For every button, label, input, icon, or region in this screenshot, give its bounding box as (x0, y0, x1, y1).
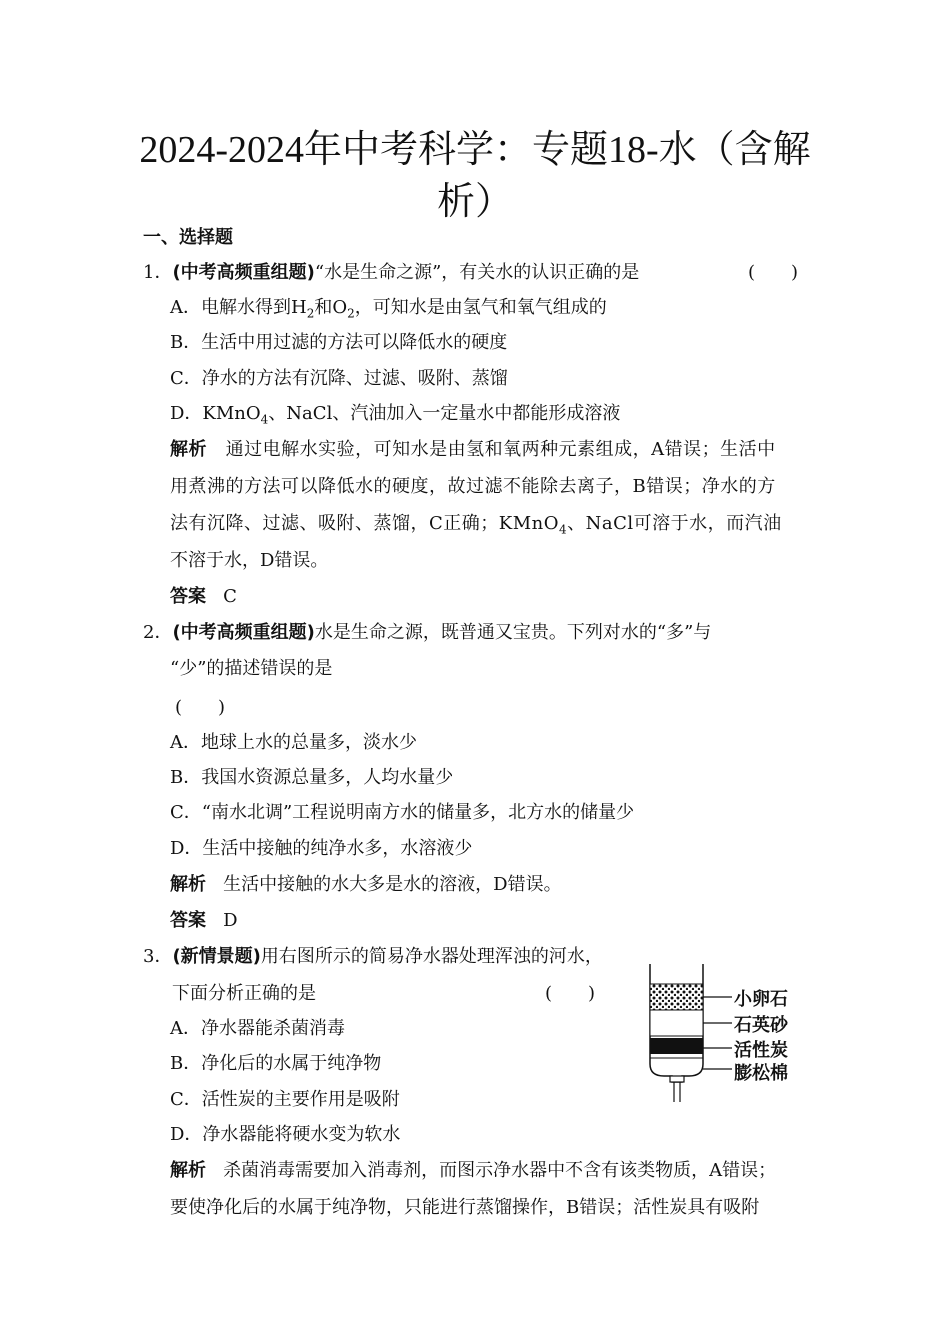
q3-stem-line-1 (143, 945, 603, 969)
q2-stem-text-1: 水是生命之源，既普通又宝贵。下列对水的“多”与 (314, 622, 712, 643)
title-line-2: 析） (436, 181, 513, 223)
label-pebble: 小卵石 (734, 989, 788, 1010)
q3-stem-line-2: 下面分析正确的是 (172, 983, 316, 1004)
q1-option-d-post: 、NaCl、汽油加入一定量水中都能形成溶液 (268, 403, 621, 424)
q3-analysis-line-1 (170, 1159, 776, 1183)
q2-number: 2． (143, 622, 173, 643)
q2-option-c: C．“南水北调”工程说明南方水的储量多，北方水的储量少 (170, 802, 635, 823)
q1-stem-text: “水是生命之源”，有关水的认识正确的是 (314, 262, 640, 283)
q1-option-b: B．生活中用过滤的方法可以降低水的硬度 (170, 332, 508, 353)
sand-layer (650, 1010, 703, 1036)
q1-option-a-sub1: 2 (306, 306, 315, 321)
q1-analysis-sub: 4 (559, 522, 568, 537)
q3-number: 3． (143, 946, 173, 967)
q1-answer-label: 答案 (170, 586, 206, 607)
q1-answer (170, 585, 237, 609)
page-title (120, 124, 830, 228)
q1-option-c: C．净水的方法有沉降、过滤、吸附、蒸馏 (170, 368, 508, 389)
carbon-layer (650, 1038, 703, 1054)
water-filter-figure (628, 960, 828, 1110)
filter-nozzle (670, 1076, 684, 1082)
q1-option-a (170, 296, 607, 326)
label-carbon: 活性炭 (734, 1040, 788, 1061)
pebble-layer (650, 984, 703, 1010)
q3-answer-paren: ( ) (545, 983, 596, 1004)
q1-option-d (170, 402, 620, 432)
q2-answer-paren: ( ) (175, 697, 226, 718)
q2-option-b: B．我国水资源总量多，人均水量少 (170, 767, 454, 788)
q1-analysis-text-3b: 、NaCl可溶于水，而汽油 (567, 513, 782, 534)
q2-analysis-label: 解析 (170, 874, 206, 895)
q3-option-c: C．活性炭的主要作用是吸附 (170, 1089, 400, 1110)
q3-option-d: D．净水器能将硬水变为软水 (170, 1124, 401, 1145)
q2-answer-label: 答案 (170, 910, 206, 931)
q3-option-a: A．净水器能杀菌消毒 (170, 1018, 345, 1039)
q3-stem-text-1: 用右图所示的简易净水器处理浑浊的河水， (260, 946, 603, 967)
q3-option-b: B．净化后的水属于纯净物 (170, 1053, 382, 1074)
q1-stem (143, 261, 639, 285)
q1-option-a-sub2: 2 (347, 306, 355, 321)
q3-analysis-line-2: 要使净化后的水属于纯净物，只能进行蒸馏操作，B错误；活性炭具有吸附 (170, 1197, 760, 1218)
q1-analysis-line-3 (170, 512, 782, 542)
q2-option-a: A．地球上水的总量多，淡水少 (170, 732, 417, 753)
label-sand: 石英砂 (734, 1015, 788, 1036)
q1-option-d-text: D．KMnO (170, 403, 261, 424)
q1-analysis-text-3: 法有沉降、过滤、吸附、蒸馏，C正确；KMnO (170, 513, 559, 534)
title-line-1: 2024-2024年中考科学：专题18-水（含解 (139, 129, 811, 171)
q1-option-a-mid: 和O (314, 297, 348, 318)
q1-analysis-line-4: 不溶于水，D错误。 (170, 550, 329, 571)
q2-tag: (中考高频重组题) (172, 622, 315, 643)
label-cotton: 膨松棉 (734, 1063, 788, 1084)
q2-answer-value: D (223, 910, 238, 931)
q2-answer (170, 909, 238, 933)
q3-analysis-label: 解析 (170, 1160, 206, 1181)
q1-number: 1． (143, 262, 173, 283)
q1-answer-value: C (223, 586, 237, 607)
q1-analysis-label: 解析 (170, 439, 207, 460)
q2-option-d: D．生活中接触的纯净水多，水溶液少 (170, 838, 473, 859)
section-heading: 一、选择题 (143, 227, 233, 248)
q1-analysis-line-2: 用煮沸的方法可以降低水的硬度，故过滤不能除去离子，B错误；净水的方 (170, 476, 776, 497)
q1-option-a-text: A．电解水得到H (170, 297, 307, 318)
q1-option-d-sub: 4 (260, 412, 269, 427)
q1-analysis-text-1: 通过电解水实验，可知水是由氢和氧两种元素组成，A错误；生活中 (225, 439, 776, 460)
q2-stem-line-1 (143, 621, 711, 645)
q3-tag: (新情景题) (172, 946, 261, 967)
q2-analysis-text: 生活中接触的水大多是水的溶液，D错误。 (223, 874, 562, 895)
q3-analysis-text-1: 杀菌消毒需要加入消毒剂，而图示净水器中不含有该类物质，A错误； (223, 1160, 777, 1181)
q1-answer-paren: ( ) (748, 262, 799, 283)
q2-analysis (170, 873, 562, 897)
water-filter-diagram (628, 960, 828, 1110)
q1-tag: (中考高频重组题) (172, 262, 315, 283)
q1-option-a-post: ，可知水是由氢气和氧气组成的 (354, 297, 607, 318)
q1-analysis-line-1 (170, 438, 776, 462)
q2-stem-line-2: “少”的描述错误的是 (170, 658, 333, 679)
